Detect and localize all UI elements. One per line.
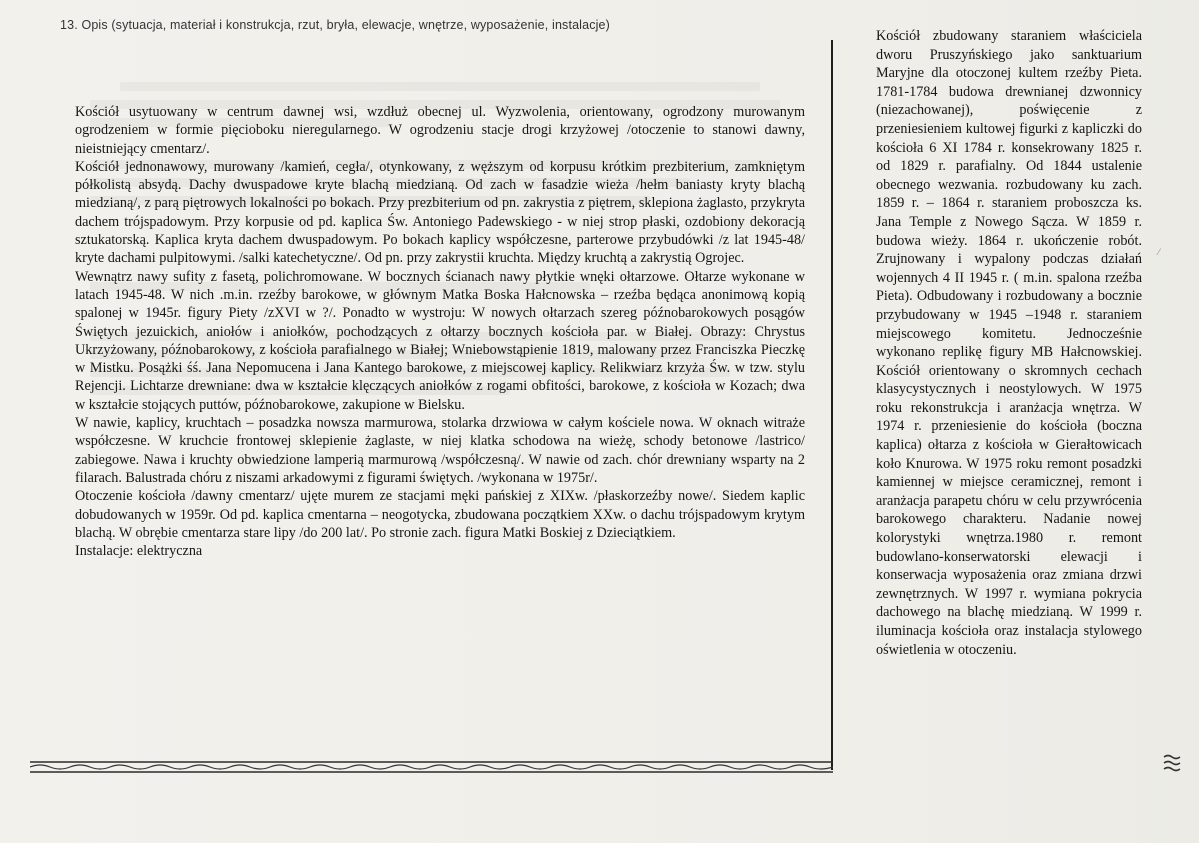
paragraph-surroundings: Kościół usytuowany w centrum dawnej wsi, wzdłuż obecnej ul. Wyzwolenia, orientowany, ogrodzony murowanym ogrodzeniem w formie pięcioboku nieregularnego. W ogrodzeniu stacje drogi krzyżowej /otoczenie to stanowi dawny, nieistniejący cmentarz/. [75,104,805,157]
paragraph-structure: Kościół jednonawowy, murowany /kamień, cegła/, otynkowany, z węższym od korpusu krótkim prezbiterium, zamkniętym półkolistą absydą. Dachy dwuspadowe kryte blachą miedzianą. Od zach w fasadzie wieża /hełm baniasty kryty blachą miedzianą/, z parą piętrowych lokalności po bokach. Przy prezbiterium od pn. zakrystia z piętrem, sklepiona żaglasto, przykryta dachem trójspadowym. Przy korpusie od pd. kaplica Św. Antoniego Padewskiego - w niej strop płaski, ozdobiony dekoracją sztukatorską. Kaplica kryta dachem dwuspadowym. Po bokach kaplicy współczesne, parterowe przybudówki /z lat 1945-48/ kryte dachami pulpitowymi. /salki katechetyczne/. Od pn. przy zakrystii kruchta. Między kruchtą a zakrystią Ogrojec. [75,158,805,267]
frame-border-right [831,40,833,770]
description-text [75,103,805,560]
frame-border-bottom [30,759,833,775]
paragraph-installations: Instalacje: elektryczna [75,543,203,560]
paragraph-furnishings: W nawie, kaplicy, kruchtach – posadzka nowsza marmurowa, stolarka drzwiowa w całym kościele nowa. W oknach witraże współczesne. W kruchcie frontowej sklepienie żaglaste, w niej klatka schodowa na wieżę, schody betonowe /lastrico/ zabiegowe. Nawa i kruchty obwiedzione lamperią marmurową /współczesną/. W nawie od zach. chór drewniany wsparty na 2 filarach. Balustrada chóru z niszami arkadowymi z figurami świętych. /wykonana w 1975r/. [75,415,805,486]
history-paragraph: Kościół zbudowany staraniem właściciela dworu Pruszyńskiego jako sanktuarium Maryjne dla otoczonej kultem rzeźby Pieta. 1781-1784 budowa drewnianej dzwonnicy (niezachowanej), poświęcenie z przeniesieniem kultowej figurki z kapliczki do kościoła 6 XI 1784 r. konsekrowany 1825 r. od 1829 r. parafialny. Od 1844 ustalenie obecnego wezwania. rozbudowany ku zach. 1859 r. – 1864 r. staraniem proboszcza ks. Jana Temple z Nowego Sącza. W 1859 r. budowa wieży. 1864 r. ukończenie robót. Zrujnowany i wypalony podczas działań wojennych 4 II 1945 r. ( m.in. spalona rzeźba Pieta). Odbudowany i rozbudowany a bocznie przybudowany w 1945 –1948 r. staraniem miejscowego komitetu. Jednocześnie wykonano replikę figury MB Hałcnowskiej. Kościół orientowany o skromnych cechach klasycystycznych i neostylowych. W 1975 roku rekonstrukcja i aranżacja wnętrza. W 1974 r. przeniesienie do kościoła (boczna kaplica) ołtarza z kościoła w Gierałtowicach koło Knurowa. W 1975 roku remont posadzki kamiennej w miejsce ceramicznej, remont i aranżacja parapetu chóru w celu przywrócenia barokowego charakteru. Nadanie nowej kolorystyki wnętrza.1980 r. remont budowlano-konserwatorski elewacji i konserwacja wyposażenia oraz zmiana drzwi zewnętrznych. W 1997 r. wymiana pokrycia dachowego na blachę miedzianą. W 1999 r. iluminacja kościoła oraz instalacja stylowego oświetlenia w otoczeniu. [876,28,1142,658]
section-label: 13. Opis (sytuacja, materiał i konstrukcja, rzut, bryła, elewacje, wnętrze, wyposażenie, instalacje) [60,18,610,32]
paragraph-cemetery: Otoczenie kościoła /dawny cmentarz/ ujęte murem ze stacjami męki pańskiej z XIXw. /płaskorzeźby nowe/. Siedem kaplic dobudowanych w 1959r. Od pd. kaplica cmentarna – neogotycka, zbudowana początkiem XXw. o dachu trójspadowym krytym blachą. W obrębie cmentarza stare lipy /do 200 lat/. Po stronie zach. figura Matki Boskiej z Dzieciątkiem. [75,488,805,541]
stray-mark: ⁄ [1158,248,1160,258]
history-text [876,27,1142,659]
wavy-border-icon [30,759,833,775]
paragraph-interior: Wewnątrz nawy sufity z fasetą, polichromowane. W bocznych ścianach nawy płytkie wnęki ołtarzowe. Ołtarze wykonane w latach 1945-48. W nich .m.in. rzeźby barokowe, w głównym Matka Boska Hałcnowska – rzeźba będąca anonimową kopią spalonej w 1945r. figury Piety /zXVI w ?/. Ponadto w wystroju: W nowych ołtarzach szereg późnobarokowych posągów Świętych jezuickich, aniołów i aniołków, pochodzących z ołtarzy bocznych kościoła par. w Białej. Obrazy: Chrystus Ukrzyżowany, późnobarokowy, z kościoła parafialnego w Białej; Wniebowstąpienie 1819, malowany przez Franciszka Pieczkę w Mistku. Posążki śś. Jana Nepomucena i Jana Kantego barokowe, z miejscowej kaplicy. Relikwiarz krzyża Św. w tzw. stylu Rejencji. Lichtarze drewniane: dwa w kształcie klęczących aniołków z rogami obfitości, barokowe, z kościoła w Kozach; dwa w kształcie stojących puttów, późnobarokowe, zakupione w Bielsku. [75,268,805,413]
wavy-mark-icon [1162,752,1182,774]
